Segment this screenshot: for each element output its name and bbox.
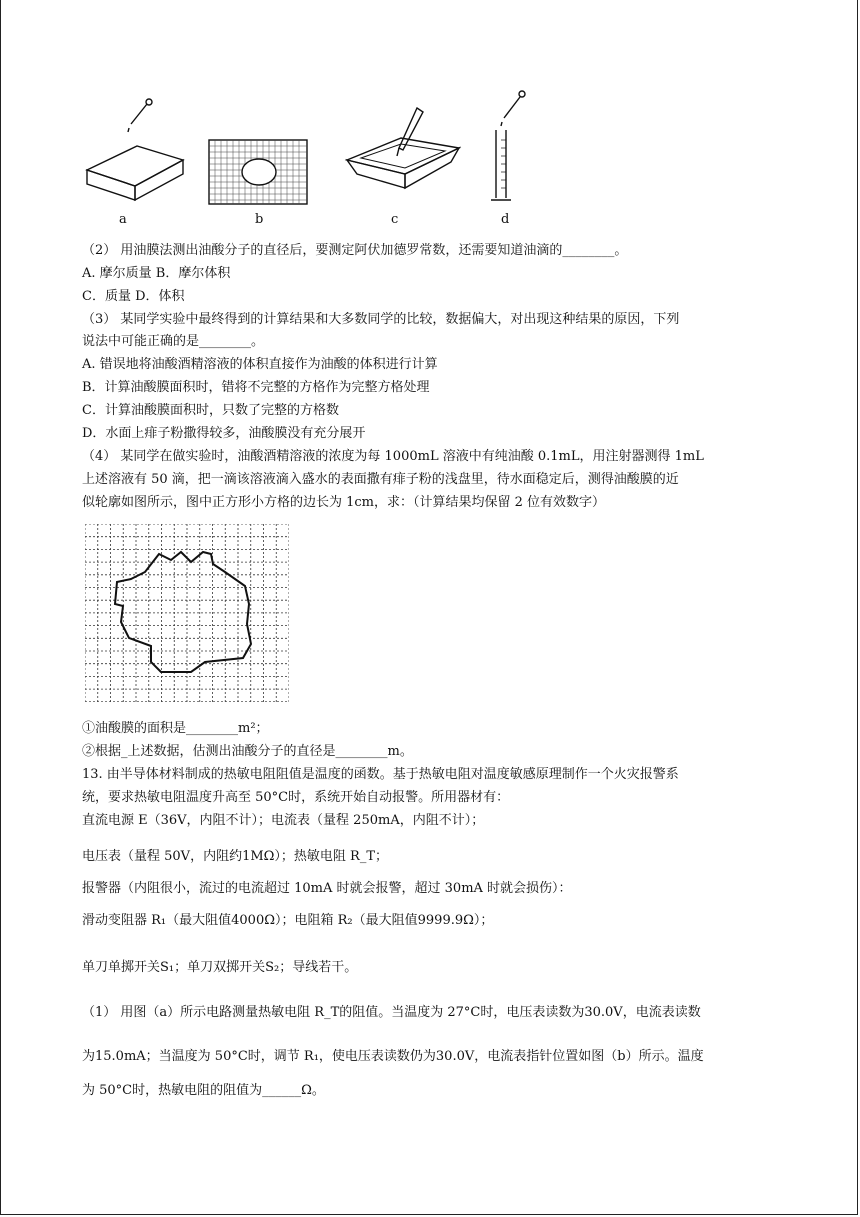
- q13-part1-2: 为15.0mA；当温度为 50°C时，调节 R₁，使电压表读数仍为30.0V，电流表指针位置如图（b）所示。温度: [82, 1049, 704, 1064]
- dropper-d-icon: [501, 91, 525, 126]
- q13-stem-2: 统，要求热敏电阻温度升高至 50°C时，系统开始自动报警。所用器材有：: [82, 790, 510, 805]
- q3-stem-1: （3） 某同学实验中最终得到的计算结果和大多数同学的比较，数据偏大，对出现这种结果的原因，下列: [82, 312, 680, 327]
- q4-stem-2: 上述溶液有 50 滴，把一滴该溶液滴入盛水的表面撒有痱子粉的浅盘里，待水面稳定后，测得油酸膜的近: [82, 472, 679, 487]
- q13-equipment-5: 单刀单掷开关S₁；单刀双掷开关S₂；导线若干。: [82, 960, 358, 975]
- q2-options-ab: A. 摩尔质量 B．摩尔体积: [82, 266, 231, 281]
- tray-plate-c-icon: [347, 138, 459, 188]
- q2-stem: （2） 用油膜法测出油酸分子的直径后，要测定阿伏加德罗常数，还需要知道油滴的________。: [82, 243, 628, 258]
- pen-c-icon: [397, 108, 423, 156]
- q3-stem-2: 说法中可能正确的是________。: [82, 334, 265, 349]
- figure-label-d: d: [501, 212, 510, 227]
- q13-part1-3: 为 50°C时，热敏电阻的阻值为______Ω。: [82, 1083, 325, 1098]
- dropper-a-icon: [128, 99, 152, 132]
- q2-options-cd: C．质量 D．体积: [82, 289, 185, 304]
- answer-area: ①油酸膜的面积是________m²；: [82, 721, 269, 736]
- water-tray-a-icon: [87, 146, 183, 200]
- q4-stem-3: 似轮廓如图所示，图中正方形小方格的边长为 1cm，求：（计算结果均保留 2 位有效数字）: [82, 495, 606, 510]
- q3-option-c: C．计算油酸膜面积时，只数了完整的方格数: [82, 403, 339, 418]
- measuring-cylinder-d-icon: [491, 130, 511, 200]
- q13-equipment-2: 电压表（量程 50V，内阻约1MΩ）；热敏电阻 R_T；: [82, 849, 389, 864]
- q13-equipment-1: 直流电源 E（36V，内阻不计）；电流表（量程 250mA，内阻不计）；: [82, 813, 485, 828]
- q4-stem-1: （4） 某同学在做实验时，油酸酒精溶液的浓度为每 1000mL 溶液中有纯油酸 0.1mL，用注射器测得 1mL: [82, 449, 704, 464]
- apparatus-figures: [79, 88, 549, 238]
- grid-plate-b-icon: [209, 140, 307, 204]
- answer-diameter: ②根据_上述数据，估测出油酸分子的直径是________m。: [82, 744, 413, 759]
- figure-label-a: a: [119, 212, 127, 227]
- oil-film-outline: [115, 552, 251, 672]
- q13-equipment-3: 报警器（内阻很小，流过的电流超过 10mA 时就会报警，超过 30mA 时就会损伤）：: [82, 881, 572, 896]
- q13-stem-1: 13. 由半导体材料制成的热敏电阻阻值是温度的函数。基于热敏电阻对温度敏感原理制作一个火灾报警系: [82, 767, 679, 782]
- q3-option-d: D．水面上痱子粉撒得较多，油酸膜没有充分展开: [82, 426, 366, 441]
- q3-option-b: B．计算油酸膜面积时，错将不完整的方格作为完整方格处理: [82, 380, 430, 395]
- oil-film-grid: [85, 524, 289, 702]
- q13-part1-1: （1） 用图（a）所示电路测量热敏电阻 R_T的阻值。当温度为 27°C时，电压表读数为30.0V，电流表读数: [82, 1005, 701, 1020]
- q3-option-a: A. 错误地将油酸酒精溶液的体积直接作为油酸的体积进行计算: [82, 357, 438, 372]
- figure-label-c: c: [391, 212, 399, 227]
- q13-equipment-4: 滑动变阻器 R₁（最大阻值4000Ω）；电阻箱 R₂（最大阻值9999.9Ω）；: [82, 913, 494, 928]
- figure-label-b: b: [255, 212, 264, 227]
